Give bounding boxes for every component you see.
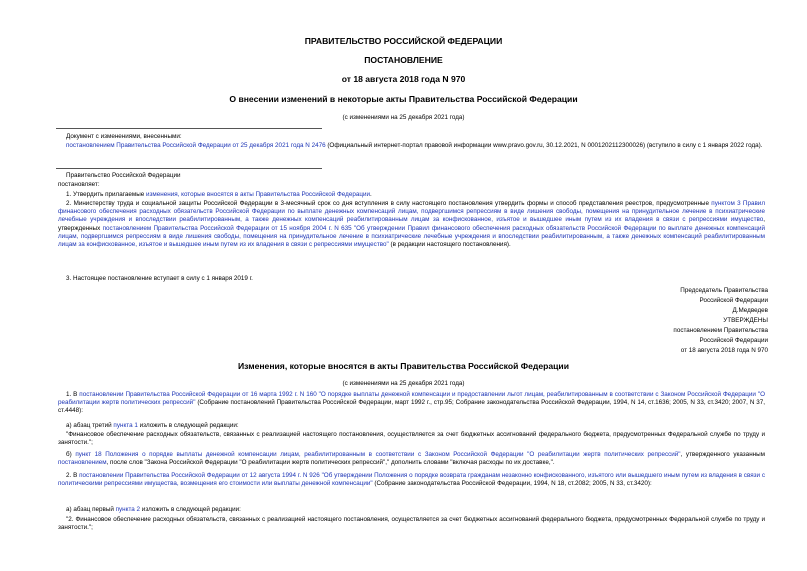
appendix-item-1a-quote: "Финансовое обеспечение расходных обязательств, связанных с реализацией настоящего постановления, осуществляется за счет бюджетных ассигнований федерального бюджета, предусмотренных Федеральной службе по труду и занятости."; <box>58 431 765 447</box>
appendix-item-2a-end: изложить в следующей редакции: <box>140 506 241 513</box>
appendix-item-1b-decree-link[interactable]: постановлением <box>58 459 107 467</box>
appendix-item-1a-link[interactable]: пункта 1 <box>113 422 138 429</box>
approved-by: постановлением Правительства <box>673 327 768 334</box>
item-2-link-decree[interactable]: постановлением Правительства Российской Федерации от 15 ноября 2004 г. N 635 "Об утверждении Правил финансового обеспечения расходных обязательств Российской Федерации по выплате денежных компенсаций лицам, подвергшимся репрессиям в виде лишения свободы, помещения на принудительное лечение в психиатрические лечебные учреждения и впоследствии реабилитированным, а также денежных компенсаций реабилитированным лицам за конфискованное, изъятое и вышедшее иным путем из их владения в связи с репрессиями имущество" <box>58 224 765 249</box>
appendix-revision: (с изменениями на 25 декабря 2021 года) <box>342 380 465 387</box>
item-2-text: 2. Министерству труда и социальной защиты Российской Федерации в 3-месячный срок со дня вступления в силу настоящего постановления утвердить формы и способ представления реестров, предусмотренные <box>66 200 712 207</box>
appendix-item-1-text: 1. В <box>66 391 80 398</box>
signature-block <box>673 287 768 355</box>
document-title: О внесении изменений в некоторые акты Правительства Российской Федерации <box>229 94 578 104</box>
appendix-item-1a <box>58 422 765 430</box>
appendix-item-1b-link[interactable]: пункт 18 Положения о порядке выплаты денежной компенсации лицам, реабилитированным в соответствии с Законом Российской Федерации "О реабилитации жертв политических репрессий" <box>75 451 681 458</box>
appendix-item-1b-text: б) <box>66 451 76 458</box>
item-3: 3. Настоящее постановление вступает в силу с 1 января 2019 г. <box>66 275 253 282</box>
signature-org: Российской Федерации <box>699 297 768 304</box>
appendix-item-2-text: 2. В <box>66 472 80 479</box>
divider <box>56 168 322 169</box>
appendix-item-1a-text: а) абзац третий <box>66 422 114 429</box>
changes-text <box>66 142 766 150</box>
appendix-item-2-link[interactable]: постановлении Правительства Российской Федерации от 12 августа 1994 г. N 926 "Об утверждении Положения о порядке возврата гражданам незаконно конфискованного, изъятого или вышедшего иным путем из владения в связи с политическими репрессиями имущества, возмещения его стоимости или выплаты денежной компенсации" <box>58 472 765 488</box>
item-2-link-rules[interactable]: пунктом 3 Правил финансового обеспечения расходных обязательств Российской Федерации по выплате денежных компенсаций лицам, подвергшимся репрессиям в виде лишения свободы, помещения на принудительное лечение в психиатрические лечебные учреждения и впоследствии реабилитированным, а также денежных компенсаций реабилитированным лицам за конфискованное, изъятое и вышедшее иным путем из их владения в связи с репрессиями имущество <box>58 200 765 224</box>
document-date-number: от 18 августа 2018 года N 970 <box>341 74 466 84</box>
approved-label: УТВЕРЖДЕНЫ <box>723 317 768 324</box>
approved-date: от 18 августа 2018 года N 970 <box>680 347 768 354</box>
item-1-link[interactable]: изменения, которые вносятся в акты Правительства Российской Федерации <box>146 191 370 198</box>
government-heading: ПРАВИТЕЛЬСТВО РОССИЙСКОЙ ФЕДЕРАЦИИ <box>304 36 503 46</box>
appendix-item-1 <box>58 391 765 416</box>
appendix-item-1b-mid: , утвержденного указанным <box>680 451 765 458</box>
appendix-item-2-source: (Собрание законодательства Российской Федерации, 1994, N 18, ст.2082; 2005, N 33, ст.3420): <box>372 480 652 488</box>
divider <box>56 128 322 129</box>
item-1-end: . <box>369 191 372 198</box>
item-2 <box>58 200 765 249</box>
document-type: ПОСТАНОВЛЕНИЕ <box>364 55 443 65</box>
appendix-item-1b <box>58 451 765 467</box>
appendix-item-2a-link[interactable]: пункта 2 <box>115 506 141 513</box>
appendix-item-2 <box>58 472 765 488</box>
appendix-item-2a-quote: "2. Финансовое обеспечение расходных обязательств, связанных с реализацией настоящего постановления, осуществляется за счет бюджетных ассигнований федерального бюджета, предусмотренных Федеральной службе по труду и занятости."; <box>58 516 765 532</box>
changes-intro: Документ с изменениями, внесенными: <box>66 133 182 140</box>
appendix-item-1b-end: , после слов "Закона Российской Федерации "О реабилитации жертв политических репрессий"," дополнить словами "включая расходы по их доставке,". <box>106 459 555 467</box>
changes-link[interactable]: постановлением Правительства Российской Федерации от 25 декабря 2021 года N 2476 <box>66 142 326 149</box>
appendix-item-2a <box>58 506 765 514</box>
item-1-text: 1. Утвердить прилагаемые <box>66 191 146 198</box>
preamble-decrees: постановляет: <box>58 181 100 188</box>
signature-position: Председатель Правительства <box>680 287 768 294</box>
approved-org: Российской Федерации <box>699 337 768 344</box>
appendix-item-1-link[interactable]: постановлении Правительства Российской Федерации от 16 марта 1992 г. N 160 "О порядке выплаты денежной компенсации и предоставлении льгот лицам, реабилитированным в соответствии с Законом Российской Федерации "О реабилитации жертв политических репрессий" <box>58 391 765 407</box>
preamble-line: Правительство Российской Федерации <box>66 172 181 179</box>
signature-name: Д.Медведев <box>732 307 768 314</box>
item-1 <box>58 191 765 199</box>
item-2-mid: , утвержденных <box>58 216 765 232</box>
item-2-end: (в редакции настоящего постановления). <box>388 241 511 249</box>
appendix-item-1a-end: изложить в следующей редакции: <box>137 422 239 429</box>
changes-source: (Официальный интернет-портал правовой информации www.pravo.gov.ru, 30.12.2021, N 0001202112300026) (вступило в силу с 1 января 2022 года). <box>325 142 763 149</box>
appendix-item-2a-text: а) абзац первый <box>66 506 116 513</box>
revision-note: (с изменениями на 25 декабря 2021 года) <box>342 114 465 121</box>
appendix-item-1-source: (Собрание постановлений Правительства Российской Федерации, март 1992 г., стр.95; Собрание законодательства Российской Федерации, 1994, N 14, ст.1636; 2005, N 33, ст.3420; 2007, N 37, ст.4448): <box>58 399 765 415</box>
appendix-title: Изменения, которые вносятся в акты Правительства Российской Федерации <box>237 361 569 371</box>
